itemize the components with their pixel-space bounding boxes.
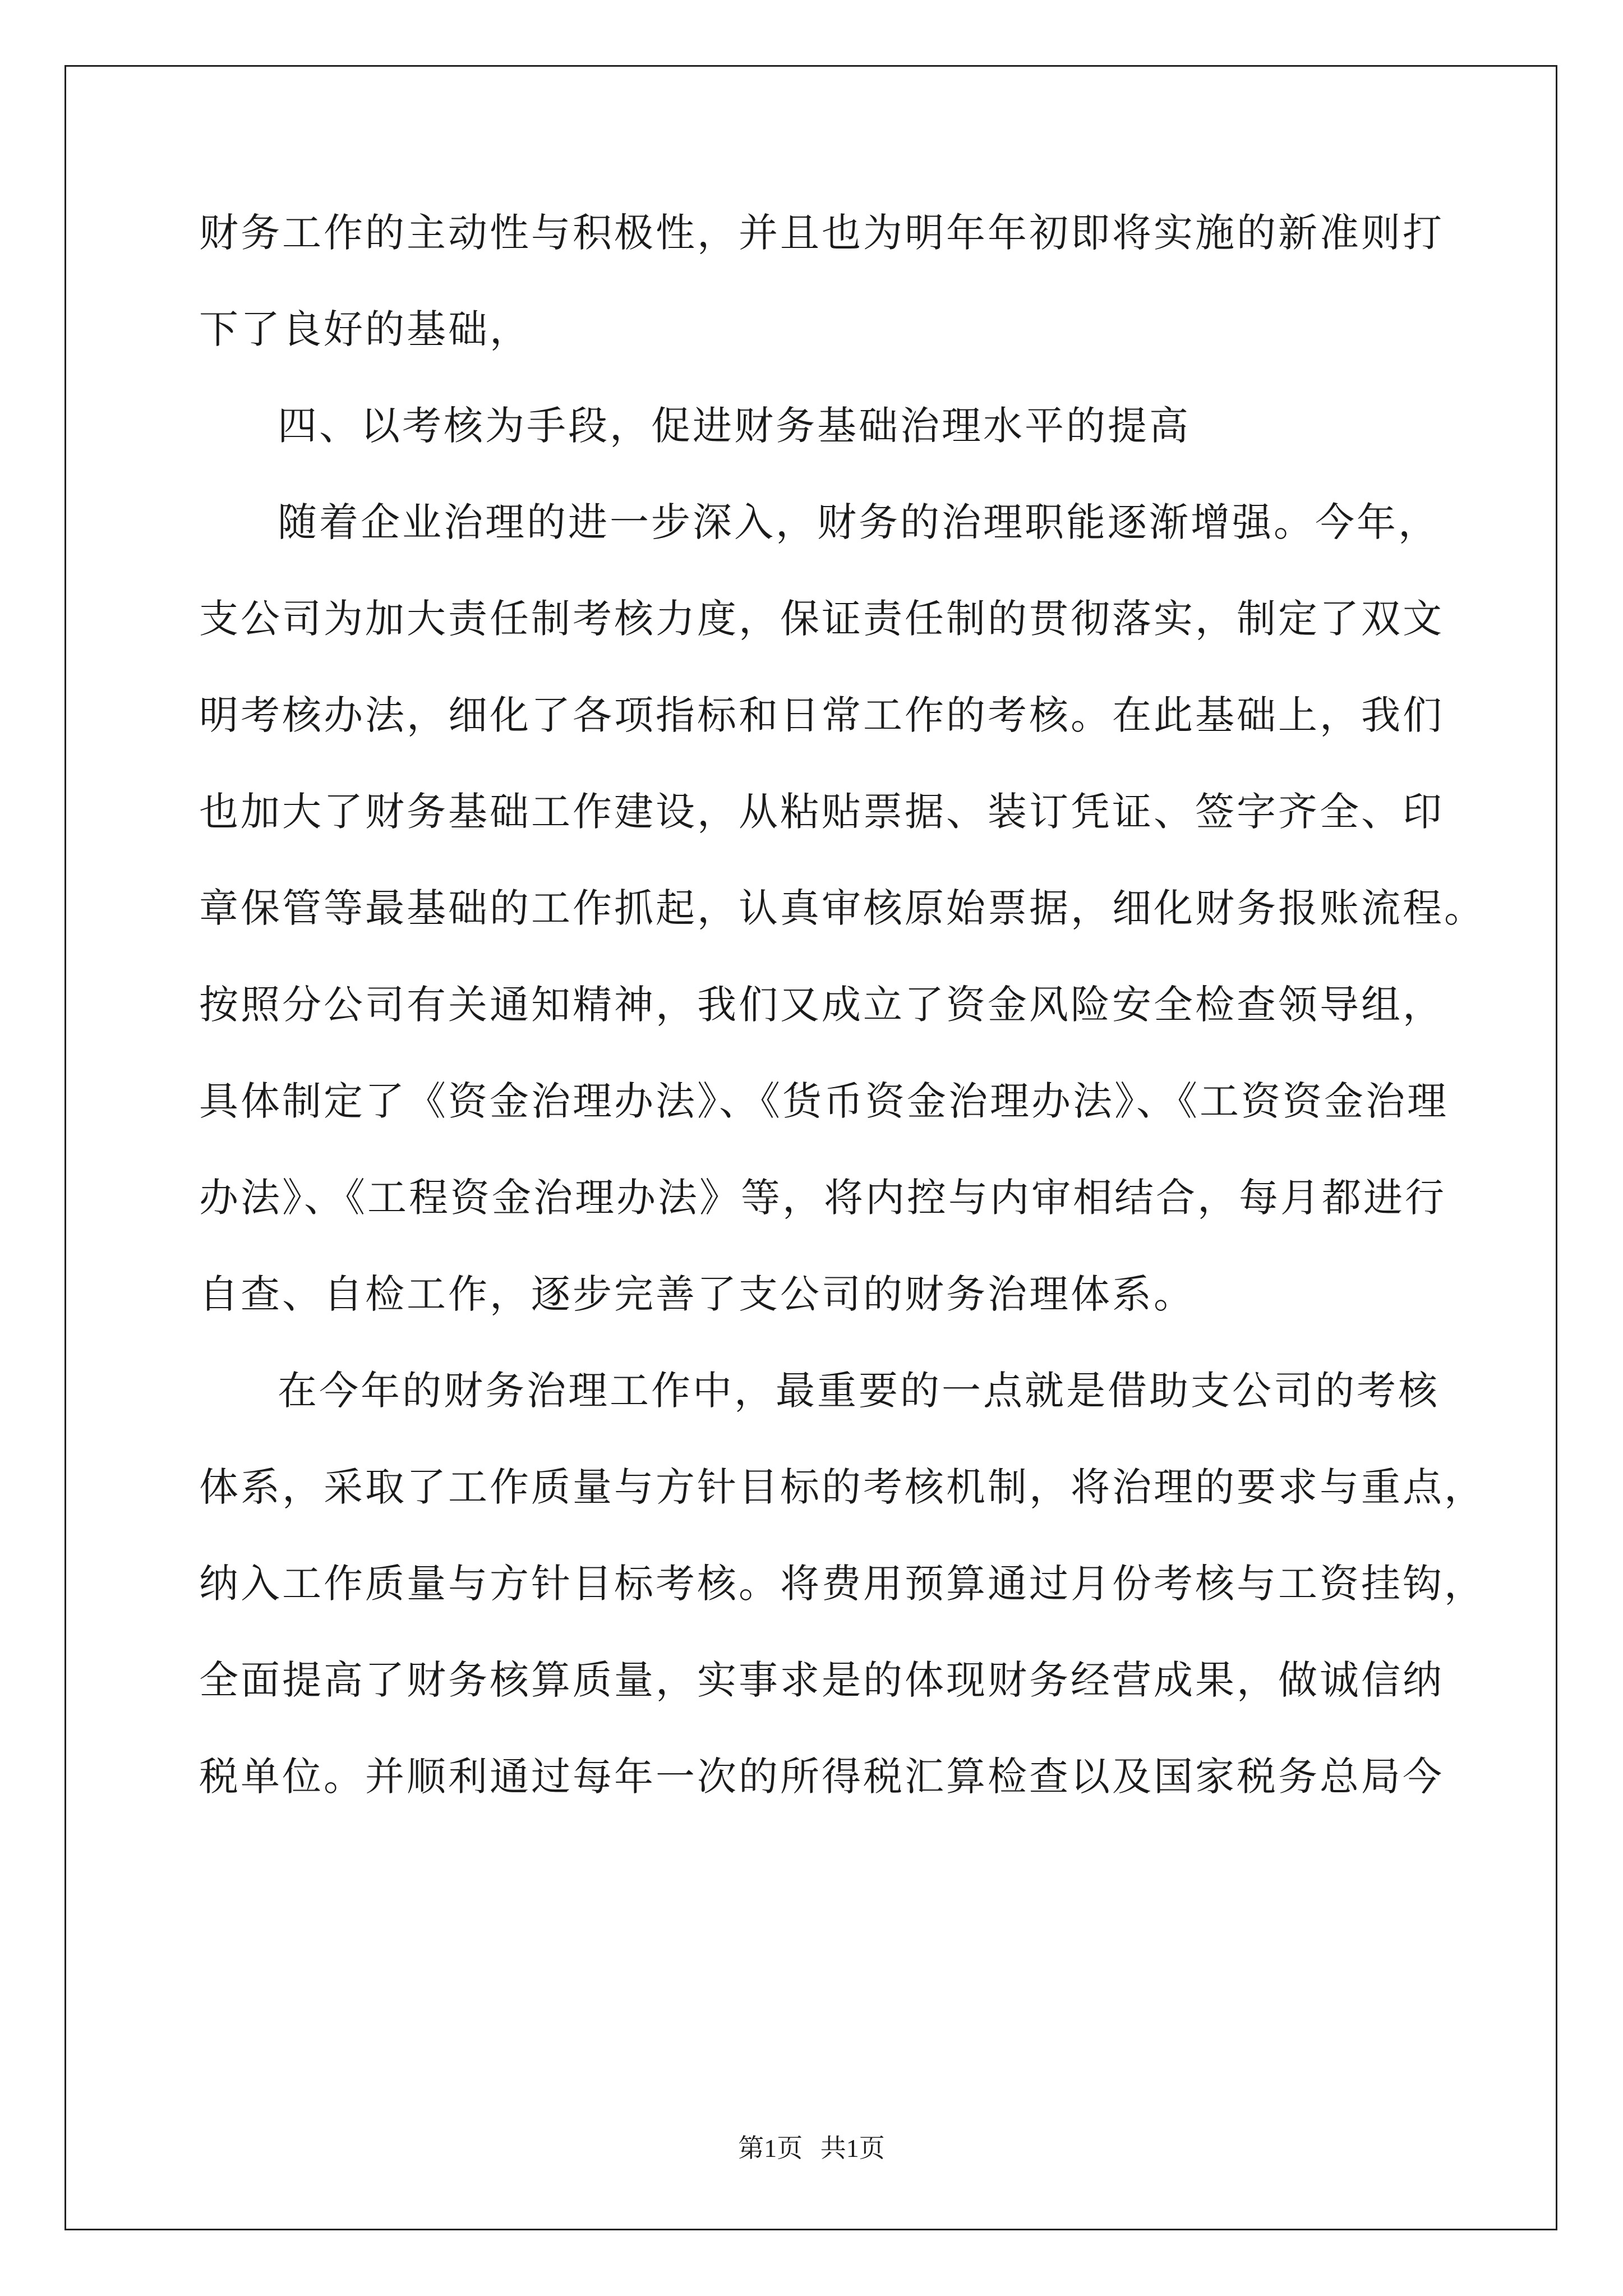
page-border — [64, 65, 1557, 2230]
text-line: 明考核办法，细化了各项指标和日常工作的考核。在此基础上，我们 — [199, 692, 1444, 738]
text-line: 税单位。并顺利通过每年一次的所得税汇算检查以及国家税务总局今 — [199, 1754, 1444, 1800]
text-line: 体系，采取了工作质量与方针目标的考核机制，将治理的要求与重点， — [199, 1464, 1486, 1510]
text-line: 在今年的财务治理工作中，最重要的一点就是借助支公司的考核 — [278, 1368, 1440, 1414]
text-line: 支公司为加大责任制考核力度，保证责任制的贯彻落实，制定了双文 — [199, 596, 1444, 642]
text-line: 下了良好的基础， — [199, 306, 531, 352]
text-line: 办法》、《工程资金治理办法》等，将内控与内审相结合，每月都进行 — [199, 1175, 1446, 1221]
page-number: 第1页 — [738, 2134, 803, 2162]
page-footer — [0, 2132, 1623, 2165]
text-line: 章保管等最基础的工作抓起，认真审核原始票据，细化财务报账流程。 — [199, 885, 1486, 931]
text-line: 按照分公司有关通知精神，我们又成立了资金风险安全检查领导组， — [199, 982, 1444, 1028]
text-line: 具体制定了《资金治理办法》、《货币资金治理办法》、《工资资金治理 — [199, 1078, 1449, 1124]
text-line: 全面提高了财务核算质量，实事求是的体现财务经营成果，做诚信纳 — [199, 1657, 1444, 1703]
text-line: 也加大了财务基础工作建设，从粘贴票据、装订凭证、签字齐全、印 — [199, 789, 1444, 835]
page-total: 共1页 — [820, 2134, 885, 2162]
text-line: 随着企业治理的进一步深入，财务的治理职能逐渐增强。今年， — [278, 499, 1440, 545]
text-line: 自查、自检工作，逐步完善了支公司的财务治理体系。 — [199, 1271, 1195, 1317]
text-line: 财务工作的主动性与积极性，并且也为明年年初即将实施的新准则打 — [199, 210, 1444, 256]
section-heading: 四、以考核为手段，促进财务基础治理水平的提高 — [278, 403, 1191, 449]
text-line: 纳入工作质量与方针目标考核。将费用预算通过月份考核与工资挂钩， — [199, 1561, 1486, 1607]
